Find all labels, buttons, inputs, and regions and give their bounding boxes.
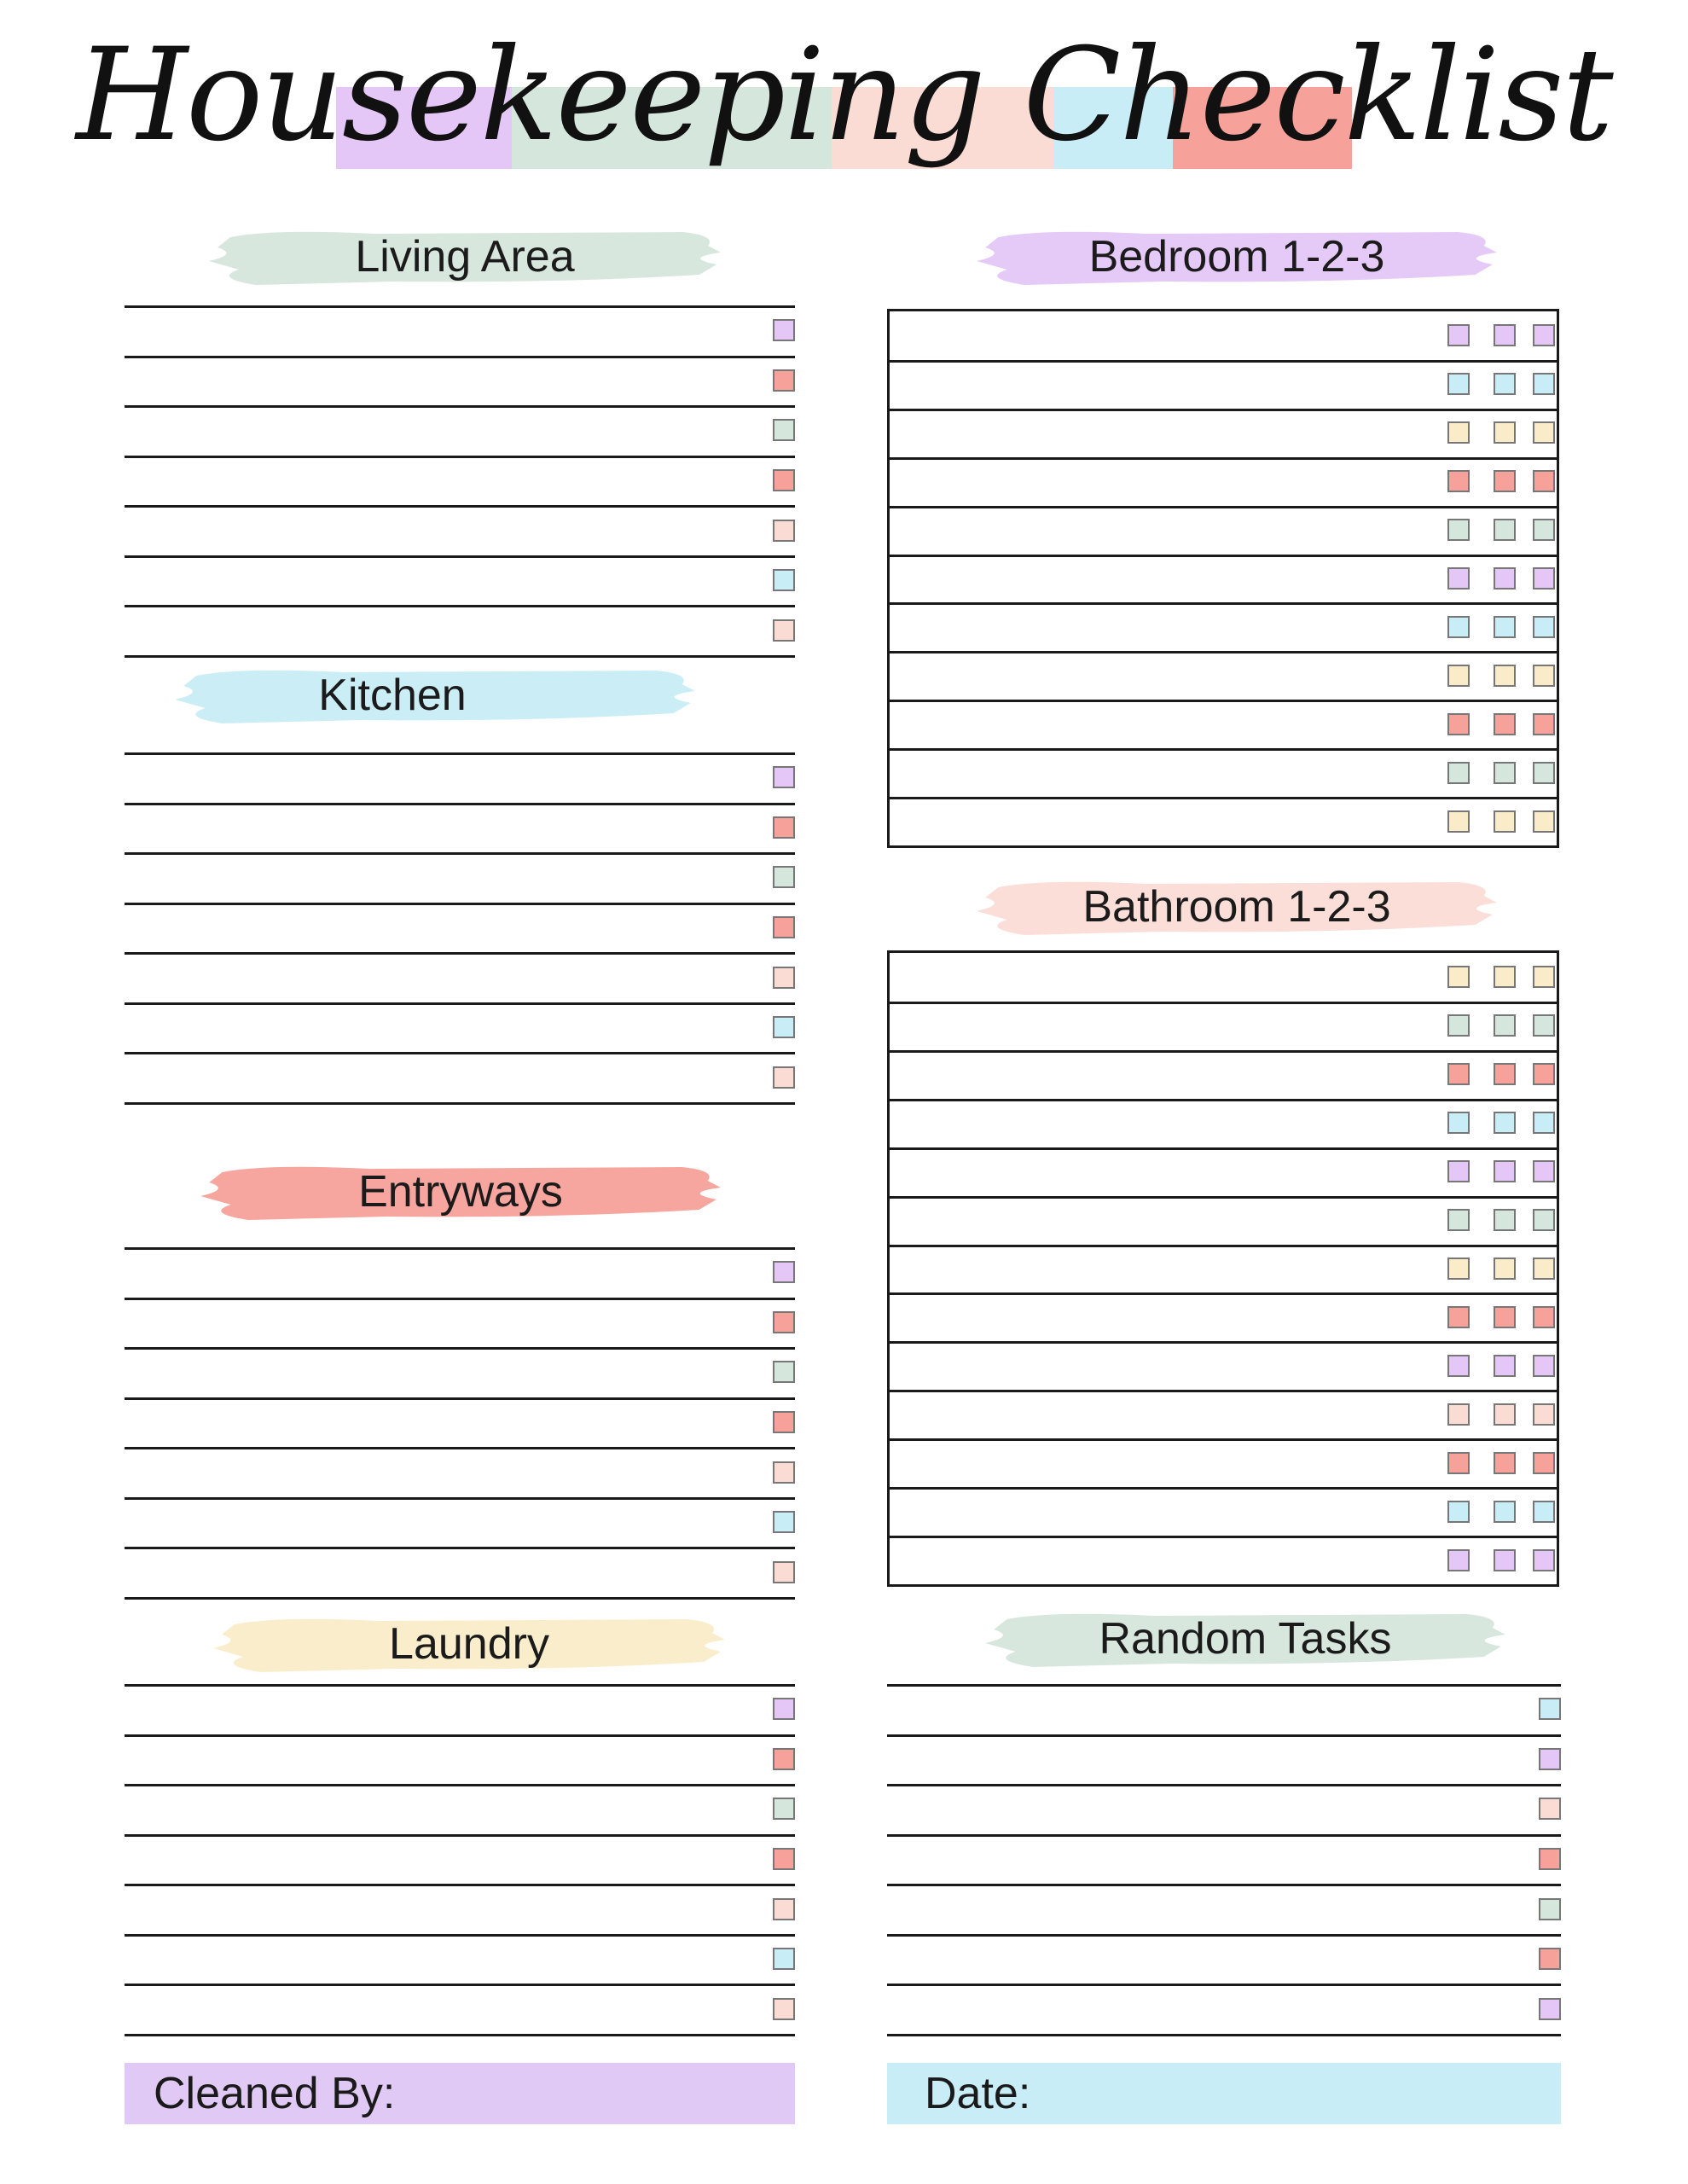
checkbox[interactable] — [773, 866, 795, 888]
checkbox[interactable] — [1447, 1258, 1470, 1280]
checkbox[interactable] — [1533, 1014, 1555, 1037]
checkbox[interactable] — [1494, 421, 1516, 444]
rule-line — [125, 1597, 795, 1600]
living-area-header — [205, 227, 725, 287]
checkbox[interactable] — [1447, 470, 1470, 492]
checkbox[interactable] — [773, 1016, 795, 1038]
rule-line — [125, 1247, 795, 1250]
checkbox[interactable] — [773, 1461, 795, 1484]
checkbox[interactable] — [1494, 1355, 1516, 1377]
laundry-header — [209, 1614, 729, 1674]
section-title: Kitchen — [318, 671, 467, 720]
checkbox[interactable] — [1494, 966, 1516, 988]
checkbox[interactable] — [1539, 1898, 1561, 1920]
checkbox[interactable] — [1447, 810, 1470, 833]
checkbox[interactable] — [1447, 567, 1470, 590]
rule-line — [887, 1684, 1561, 1687]
checkbox[interactable] — [1494, 810, 1516, 833]
checkbox[interactable] — [773, 1411, 795, 1433]
table-row-line — [890, 1050, 1557, 1053]
checkbox[interactable] — [773, 469, 795, 491]
checkbox[interactable] — [1447, 519, 1470, 541]
rule-line — [125, 356, 795, 358]
checkbox[interactable] — [773, 1261, 795, 1283]
checkbox[interactable] — [1494, 1209, 1516, 1231]
checkbox[interactable] — [1447, 373, 1470, 395]
rule-line — [125, 305, 795, 308]
checkbox[interactable] — [1533, 470, 1555, 492]
bedroom-header — [972, 227, 1501, 287]
rule-line — [125, 1934, 795, 1937]
checkbox[interactable] — [1533, 1403, 1555, 1426]
checkbox[interactable] — [1494, 1063, 1516, 1085]
checkbox[interactable] — [1533, 1355, 1555, 1377]
page-title: Housekeeping Checklist — [76, 21, 1612, 170]
checkbox[interactable] — [1447, 1160, 1470, 1182]
rule-line — [125, 1547, 795, 1549]
checkbox[interactable] — [1494, 713, 1516, 735]
checkbox[interactable] — [1447, 1452, 1470, 1474]
rule-line — [125, 803, 795, 805]
rule-line — [125, 1102, 795, 1105]
rule-line — [125, 1684, 795, 1687]
checkbox[interactable] — [1494, 1160, 1516, 1182]
checkbox[interactable] — [1533, 762, 1555, 784]
rule-line — [125, 655, 795, 658]
table-row-line — [890, 1099, 1557, 1101]
living-area-checklist — [125, 305, 795, 655]
table-row-line — [890, 651, 1557, 653]
checkbox[interactable] — [1494, 519, 1516, 541]
checkbox[interactable] — [773, 816, 795, 839]
checkbox[interactable] — [773, 1748, 795, 1770]
table-row-line — [890, 1341, 1557, 1344]
rule-line — [125, 1884, 795, 1886]
random-tasks-header — [981, 1609, 1510, 1669]
section-title: Bathroom 1-2-3 — [1082, 882, 1391, 932]
checkbox[interactable] — [1533, 1452, 1555, 1474]
checkbox[interactable] — [773, 1898, 795, 1920]
checkbox[interactable] — [1539, 1748, 1561, 1770]
section-title: Living Area — [355, 232, 575, 282]
checkbox[interactable] — [1494, 373, 1516, 395]
checkbox[interactable] — [1494, 567, 1516, 590]
checkbox[interactable] — [1533, 1063, 1555, 1085]
checkbox[interactable] — [1494, 324, 1516, 346]
checkbox[interactable] — [1447, 1403, 1470, 1426]
cleaned-by-field[interactable] — [125, 2063, 795, 2124]
checkbox[interactable] — [773, 1361, 795, 1383]
checkbox[interactable] — [773, 766, 795, 788]
rule-line — [125, 852, 795, 855]
table-row-line — [890, 700, 1557, 702]
checkbox[interactable] — [773, 1848, 795, 1870]
rule-line — [887, 1984, 1561, 1986]
rule-line — [125, 1784, 795, 1786]
rule-line — [125, 1834, 795, 1837]
checkbox[interactable] — [1533, 1258, 1555, 1280]
checkbox[interactable] — [1533, 1501, 1555, 1523]
checkbox[interactable] — [1533, 421, 1555, 444]
checkbox[interactable] — [773, 619, 795, 642]
checkbox[interactable] — [1447, 1355, 1470, 1377]
checkbox[interactable] — [773, 967, 795, 989]
checkbox[interactable] — [773, 1798, 795, 1820]
checkbox[interactable] — [1447, 966, 1470, 988]
checkbox[interactable] — [1539, 1948, 1561, 1970]
rule-line — [125, 1347, 795, 1350]
checkbox[interactable] — [773, 419, 795, 441]
checkbox[interactable] — [1447, 1209, 1470, 1231]
random-tasks-checklist — [887, 1684, 1561, 2034]
section-title: Bedroom 1-2-3 — [1088, 232, 1385, 282]
rule-line — [125, 1497, 795, 1500]
bathroom-header — [972, 877, 1501, 937]
rule-line — [125, 1002, 795, 1005]
section-title: Entryways — [358, 1167, 563, 1217]
kitchen-checklist — [125, 752, 795, 1102]
rule-line — [125, 752, 795, 755]
checkbox[interactable] — [1533, 373, 1555, 395]
cleaned-by-label: Cleaned By: — [154, 2069, 396, 2118]
rule-line — [887, 1834, 1561, 1837]
checkbox[interactable] — [773, 369, 795, 392]
rule-line — [125, 405, 795, 408]
table-row-line — [890, 555, 1557, 557]
checkbox[interactable] — [1494, 1306, 1516, 1328]
table-row-line — [890, 360, 1557, 363]
checkbox[interactable] — [773, 1066, 795, 1089]
entryways-checklist — [125, 1247, 795, 1597]
checkbox[interactable] — [773, 1561, 795, 1583]
rule-line — [125, 1734, 795, 1737]
checkbox[interactable] — [1447, 1306, 1470, 1328]
table-row-line — [890, 1390, 1557, 1392]
rule-line — [125, 903, 795, 905]
checkbox[interactable] — [1533, 665, 1555, 687]
bathroom-checklist-table — [887, 950, 1559, 1587]
rule-line — [887, 1884, 1561, 1886]
rule-line — [887, 2034, 1561, 2036]
checkbox[interactable] — [1447, 616, 1470, 638]
checkbox[interactable] — [1494, 1549, 1516, 1571]
table-row-line — [890, 797, 1557, 799]
rule-line — [125, 1397, 795, 1400]
checkbox[interactable] — [1533, 616, 1555, 638]
table-row-line — [890, 1002, 1557, 1004]
bedroom-checklist-table — [887, 309, 1559, 848]
rule-line — [125, 555, 795, 558]
table-row-line — [890, 409, 1557, 411]
section-title: Laundry — [389, 1619, 549, 1669]
checkbox[interactable] — [773, 1311, 795, 1333]
checkbox[interactable] — [1494, 1258, 1516, 1280]
laundry-checklist — [125, 1684, 795, 2034]
checkbox[interactable] — [1447, 421, 1470, 444]
checkbox[interactable] — [1447, 1501, 1470, 1523]
rule-line — [125, 505, 795, 508]
rule-line — [125, 1298, 795, 1300]
checkbox[interactable] — [1533, 713, 1555, 735]
checkbox[interactable] — [773, 1948, 795, 1970]
checkbox[interactable] — [1533, 1160, 1555, 1182]
checkbox[interactable] — [1494, 1014, 1516, 1037]
checkbox[interactable] — [1539, 1698, 1561, 1720]
checkbox[interactable] — [1533, 1549, 1555, 1571]
rule-line — [125, 2034, 795, 2036]
date-label: Date: — [925, 2069, 1031, 2118]
checkbox[interactable] — [1494, 1452, 1516, 1474]
checkbox[interactable] — [1447, 1014, 1470, 1037]
checkbox[interactable] — [1533, 966, 1555, 988]
section-title: Random Tasks — [1099, 1614, 1392, 1664]
table-row-line — [890, 1487, 1557, 1490]
checkbox[interactable] — [1494, 1403, 1516, 1426]
checkbox[interactable] — [1539, 1848, 1561, 1870]
checkbox[interactable] — [1447, 1549, 1470, 1571]
checkbox[interactable] — [773, 1998, 795, 2020]
rule-line — [887, 1784, 1561, 1786]
checkbox[interactable] — [1533, 1112, 1555, 1134]
rule-line — [125, 952, 795, 955]
table-row-line — [890, 1438, 1557, 1441]
date-field[interactable] — [887, 2063, 1561, 2124]
checkbox[interactable] — [773, 1698, 795, 1720]
checkbox[interactable] — [1494, 1501, 1516, 1523]
checkbox[interactable] — [1494, 1112, 1516, 1134]
table-row-line — [890, 506, 1557, 508]
checkbox[interactable] — [1539, 1998, 1561, 2020]
table-row-line — [890, 1536, 1557, 1538]
checkbox[interactable] — [1533, 519, 1555, 541]
checkbox[interactable] — [1533, 324, 1555, 346]
checkbox[interactable] — [773, 916, 795, 938]
rule-line — [125, 1052, 795, 1054]
checkbox[interactable] — [1494, 616, 1516, 638]
checkbox[interactable] — [773, 520, 795, 542]
checkbox[interactable] — [773, 569, 795, 591]
entryways-header — [196, 1162, 725, 1222]
table-row-line — [890, 1245, 1557, 1247]
checkbox[interactable] — [1494, 762, 1516, 784]
rule-line — [125, 1447, 795, 1449]
rule-line — [125, 605, 795, 607]
rule-line — [887, 1934, 1561, 1937]
rule-line — [887, 1734, 1561, 1737]
checkbox[interactable] — [1533, 1306, 1555, 1328]
checkbox[interactable] — [1539, 1798, 1561, 1820]
rule-line — [125, 1984, 795, 1986]
checkbox[interactable] — [1447, 713, 1470, 735]
table-row-line — [890, 1196, 1557, 1199]
checkbox[interactable] — [1447, 762, 1470, 784]
checkbox[interactable] — [1533, 1209, 1555, 1231]
table-row-line — [890, 1147, 1557, 1150]
checkbox[interactable] — [1494, 470, 1516, 492]
checkbox[interactable] — [1447, 665, 1470, 687]
table-row-line — [890, 748, 1557, 751]
checkbox[interactable] — [773, 319, 795, 341]
table-row-line — [890, 457, 1557, 460]
table-row-line — [890, 602, 1557, 605]
kitchen-header — [171, 665, 699, 725]
checkbox[interactable] — [1494, 665, 1516, 687]
checkbox[interactable] — [1447, 324, 1470, 346]
checkbox[interactable] — [773, 1511, 795, 1533]
checkbox[interactable] — [1447, 1112, 1470, 1134]
checkbox[interactable] — [1533, 567, 1555, 590]
checkbox[interactable] — [1533, 810, 1555, 833]
checkbox[interactable] — [1447, 1063, 1470, 1085]
rule-line — [125, 456, 795, 458]
table-row-line — [890, 1292, 1557, 1295]
